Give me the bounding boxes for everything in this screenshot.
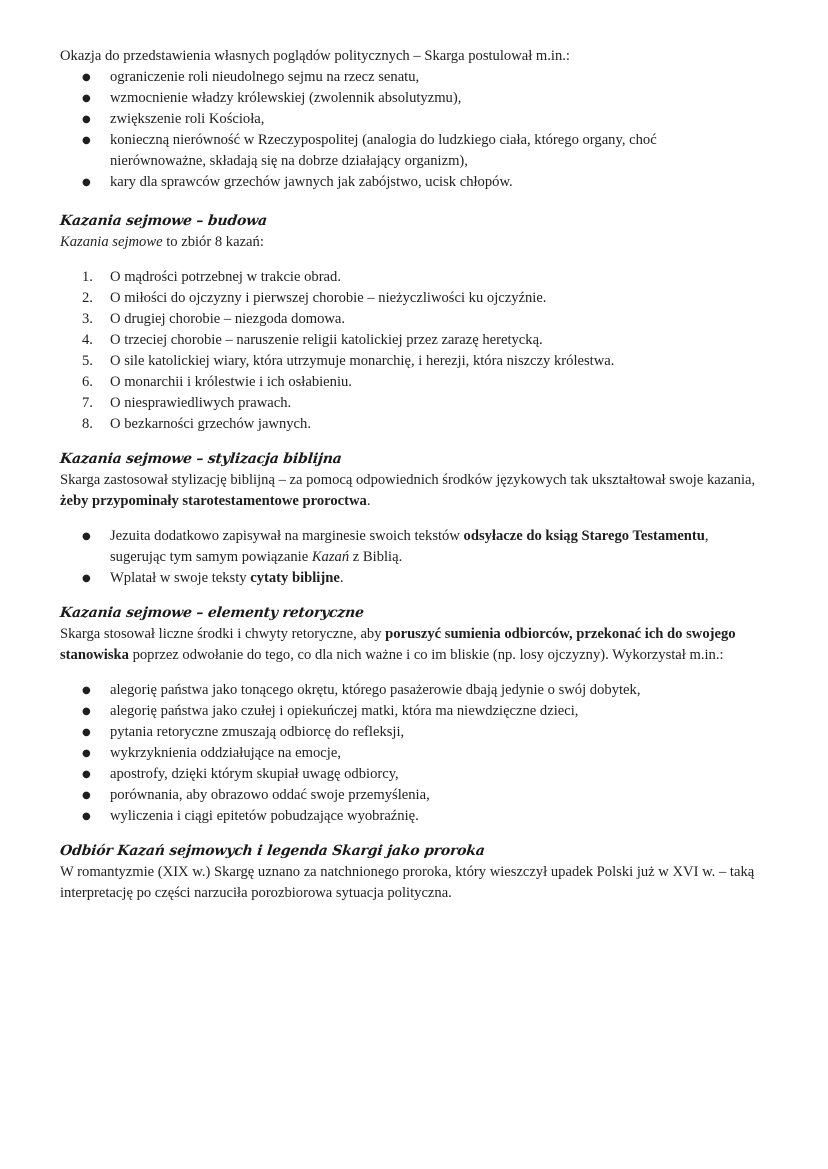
list-item: ● wyliczenia i ciągi epitetów pobudzające wyobraźnię. <box>60 806 750 827</box>
list-item: ● Jezuita dodatkowo zapisywał na marginesie swoich tekstów odsyłacze do ksiąg Starego Testamentu, sugerując tym samym powiązanie Kazań z Biblią. <box>60 526 750 568</box>
retoryka-list <box>60 680 828 827</box>
stylizacja-list <box>60 526 828 589</box>
list-item: ● wzmocnienie władzy królewskiej (zwolennik absolutyzmu), <box>60 88 750 109</box>
list-item: 4. O trzeciej chorobie – naruszenie religii katolickiej przez zarazę heretycką. <box>82 332 543 348</box>
sermons-list <box>60 267 828 435</box>
stylizacja-paragraph: Skarga zastosował stylizację biblijną – za pomocą odpowiednich środków językowych tak ukształtował swoje kazania, żeby przypominały starotestamentowe proroctwa. <box>60 472 756 509</box>
section-heading-odbior: Odbiór Kazań sejmowych i legenda Skargi jako proroka <box>59 843 486 859</box>
postulates-list <box>60 67 828 193</box>
list-item: ● Wplatał w swoje teksty cytaty biblijne. <box>60 568 750 589</box>
list-item: ● wykrzyknienia oddziałujące na emocje, <box>60 743 750 764</box>
list-item: 3. O drugiej chorobie – niezgoda domowa. <box>82 311 346 327</box>
list-item: 6. O monarchii i królestwie i ich osłabieniu. <box>82 374 352 390</box>
list-item: ● kary dla sprawców grzechów jawnych jak zabójstwo, ucisk chłopów. <box>60 172 750 193</box>
list-item: 5. O sile katolickiej wiary, która utrzymuje monarchię, i herezji, która niszczy królestwa. <box>82 353 615 369</box>
title-italic: Kazania sejmowe <box>60 234 163 250</box>
odbior-paragraph: W romantyzmie (XIX w.) Skargę uznano za natchnionego proroka, który wieszczył upadek Polski już w XVI w. – taką interpretację po części narzuciła porozbiorowa sytuacja polityczna. <box>60 864 755 901</box>
section-heading-stylizacja: Kazania sejmowe – stylizacja biblijna <box>59 451 343 467</box>
list-item: ● porównania, aby obrazowo oddać swoje przemyślenia, <box>60 785 750 806</box>
list-item: ● alegorię państwa jako tonącego okrętu, którego pasażerowie dbają jedynie o swój dobytek, <box>60 680 750 701</box>
list-item: ● pytania retoryczne zmuszają odbiorcę do refleksji, <box>60 722 750 743</box>
list-item: ● zwiększenie roli Kościoła, <box>60 109 750 130</box>
list-item: ● ograniczenie roli nieudolnego sejmu na rzecz senatu, <box>60 67 750 88</box>
section-heading-retoryka: Kazania sejmowe – elementy retoryczne <box>59 605 365 621</box>
list-item: ● konieczną nierówność w Rzeczypospolitej (analogia do ludzkiego ciała, którego organy, choć nierównoważne, składają się na dobrze działający organizm), <box>60 130 750 172</box>
list-item: 2. O miłości do ojczyzny i pierwszej chorobie – nieżyczliwości ku ojczyźnie. <box>82 290 547 306</box>
retoryka-paragraph: Skarga stosował liczne środki i chwyty retoryczne, aby poruszyć sumienia odbiorców, przekonać ich do swojego stanowiska poprzez odwołanie do tego, co dla nich ważne i co im bliskie (np. losy ojczyzny). Wykorzystał m.in.: <box>60 626 736 663</box>
list-item: ● apostrofy, dzięki którym skupiał uwagę odbiorcy, <box>60 764 750 785</box>
budowa-intro: Kazania sejmowe to zbiór 8 kazań: <box>60 234 264 250</box>
intro-paragraph: Okazja do przedstawienia własnych poglądów politycznych – Skarga postulował m.in.: <box>60 48 570 64</box>
list-item: 7. O niesprawiedliwych prawach. <box>82 395 292 411</box>
list-item: ● alegorię państwa jako czułej i opiekuńczej matki, która ma niewdzięczne dzieci, <box>60 701 750 722</box>
list-item: 1. O mądrości potrzebnej w trakcie obrad. <box>82 269 341 285</box>
list-item: 8. O bezkarności grzechów jawnych. <box>82 416 311 432</box>
section-heading-budowa: Kazania sejmowe – budowa <box>59 213 268 229</box>
